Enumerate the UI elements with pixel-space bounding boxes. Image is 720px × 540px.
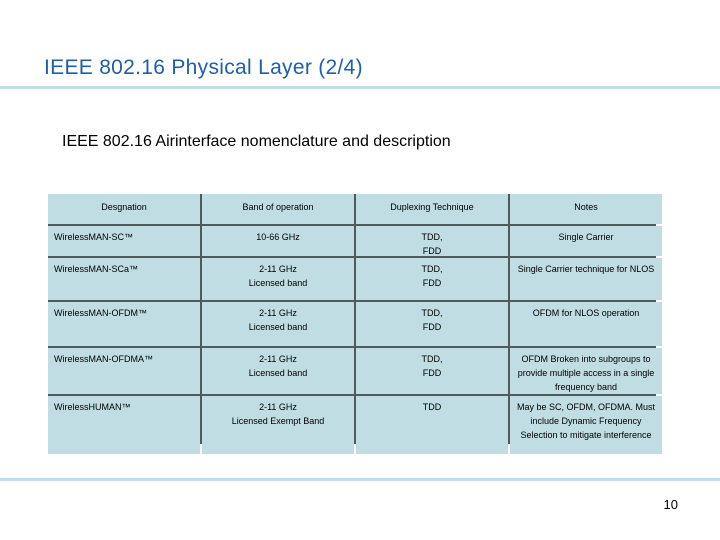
cell-designation: WirelessMAN-OFDMA™ — [48, 348, 200, 394]
cell-notes: Single Carrier technique for NLOS — [510, 258, 662, 300]
cell-designation: WirelessHUMAN™ — [48, 396, 200, 454]
cell-band: 2-11 GHz Licensed Exempt Band — [202, 396, 354, 454]
cell-band: 2-11 GHz Licensed band — [202, 348, 354, 394]
cell-duplexing: TDD, FDD — [356, 348, 508, 394]
header-duplexing: Duplexing Technique — [356, 194, 508, 224]
nomenclature-table — [48, 194, 656, 444]
title-divider — [0, 86, 720, 89]
cell-notes: OFDM for NLOS operation — [510, 302, 662, 346]
cell-duplexing: TDD, FDD — [356, 226, 508, 256]
cell-duplexing: TDD, FDD — [356, 258, 508, 300]
cell-notes: OFDM Broken into subgroups to provide multiple access in a single frequency band — [510, 348, 662, 394]
header-designation: Desgnation — [48, 194, 200, 224]
cell-designation: WirelessMAN-SCa™ — [48, 258, 200, 300]
cell-designation: WirelessMAN-OFDM™ — [48, 302, 200, 346]
slide-title: IEEE 802.16 Physical Layer (2/4) — [44, 56, 363, 79]
cell-duplexing: TDD — [356, 396, 508, 454]
footer-divider — [0, 478, 720, 481]
page-number: 10 — [663, 497, 678, 512]
cell-notes: May be SC, OFDM, OFDMA. Must include Dynamic Frequency Selection to mitigate interference — [510, 396, 662, 454]
cell-band: 2-11 GHz Licensed band — [202, 302, 354, 346]
slide-subtitle: IEEE 802.16 Airinterface nomenclature and description — [62, 133, 451, 150]
header-notes: Notes — [510, 194, 662, 224]
cell-duplexing: TDD, FDD — [356, 302, 508, 346]
cell-band: 2-11 GHz Licensed band — [202, 258, 354, 300]
header-band: Band of operation — [202, 194, 354, 224]
cell-designation: WirelessMAN-SC™ — [48, 226, 200, 256]
cell-notes: Single Carrier — [510, 226, 662, 256]
cell-band: 10-66 GHz — [202, 226, 354, 256]
